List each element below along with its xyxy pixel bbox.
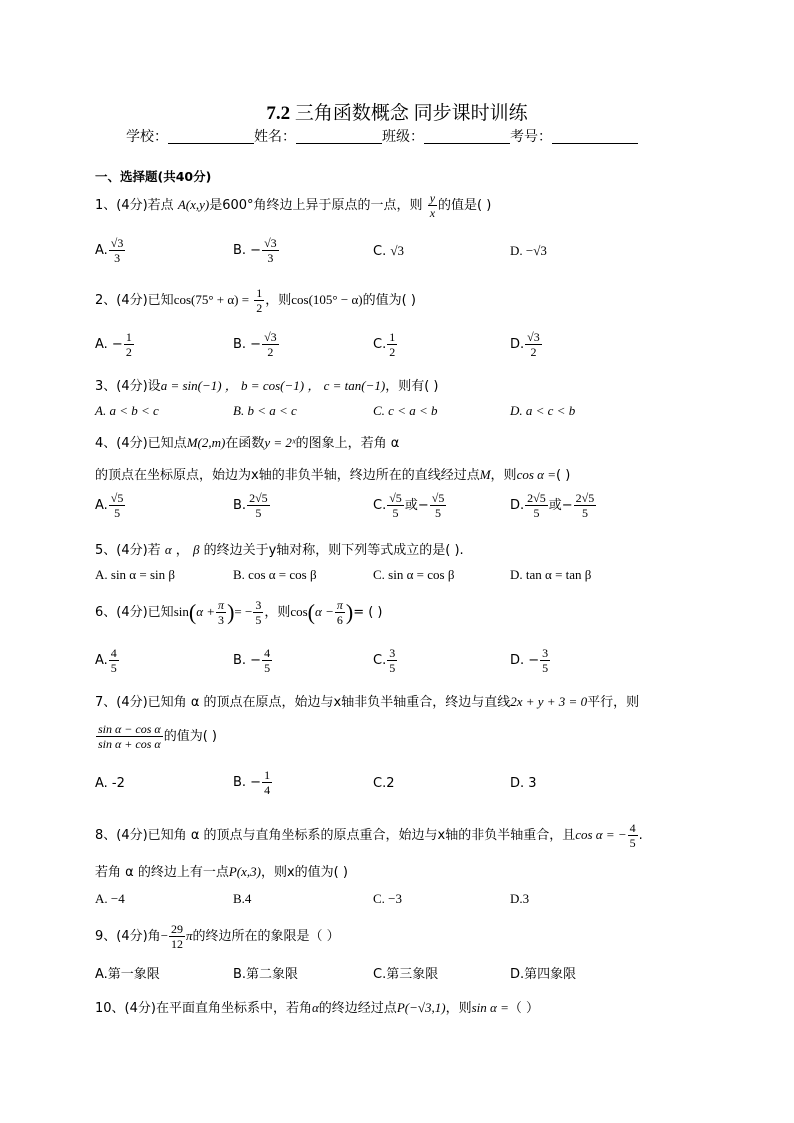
q1-point: A(x,y) — [177, 197, 210, 212]
q3-text: 3、(4分)设 — [95, 379, 161, 394]
q8-option-b[interactable]: B.4 — [233, 891, 252, 906]
q6-alpha-minus: α − — [315, 604, 334, 619]
class-blank[interactable] — [424, 129, 510, 144]
q3-post: ，则有( ) — [385, 379, 439, 394]
q4-point: M(2,m) — [186, 435, 226, 450]
q7-option-a[interactable]: A. -2 — [95, 776, 125, 791]
q8-line2a: 若角 α 的终边上有一点 — [95, 865, 229, 880]
q4-line2b: ，则 — [490, 468, 517, 483]
q3-option-a[interactable]: A. a < b < c — [95, 403, 159, 418]
question-3 — [95, 375, 438, 394]
q5-option-c[interactable]: C. sin α = cos β — [373, 567, 455, 582]
q10-expr: sin α = — [471, 1000, 509, 1015]
title-number: 7.2 — [266, 103, 291, 124]
q7-fraction: $\frac{\text{sin α − cos α}}{\text{sin α + cos α}}$ — [98, 722, 161, 751]
q8-cos: cos α = − — [575, 827, 627, 842]
question-8: 8、(4分)已知角 α 的顶点与直角坐标系的原点重合，始边与x轴的非负半轴重合，且cos α = − $\frac{4}{5}$ . — [95, 821, 643, 850]
q8-option-d[interactable]: D.3 — [510, 891, 530, 906]
q7-option-b[interactable]: B. − $\frac{1}{4}$ — [233, 768, 271, 797]
q6-mid: ，则 — [264, 605, 291, 620]
name-blank[interactable] — [296, 129, 382, 144]
q9-option-a[interactable]: A.第一象限 — [95, 967, 160, 982]
q8-option-a[interactable]: A. −4 — [95, 891, 125, 906]
q2-option-b[interactable]: B. − $\frac{√3}{2}$ — [233, 330, 277, 359]
q7-text: 7、(4分)已知角 α 的顶点在原点，始边与x轴非负半轴重合，终边与直线 — [95, 695, 511, 710]
q1-option-c[interactable]: C. √3 — [373, 243, 404, 259]
q6-alpha-plus: α + — [196, 604, 216, 619]
exam-no-label: 考号： — [510, 129, 552, 145]
q6-sin: sin — [173, 604, 189, 619]
q2-option-a[interactable]: A. − $\frac{1}{2}$ — [95, 330, 132, 359]
question-1 — [95, 191, 491, 220]
q1-option-b[interactable]: B. − $\frac{√3}{3}$ — [233, 236, 277, 265]
q5-alpha: α — [164, 542, 172, 557]
q4-mid: 在函数 — [225, 436, 265, 451]
q10-post: ，则 — [445, 1001, 472, 1016]
q4-option-c[interactable]: C. $\frac{√5}{5}$ 或− $\frac{√5}{5}$ — [373, 491, 445, 520]
q2-mid: ，则 — [265, 293, 292, 308]
q1-fraction: $\frac{y}{x}$ — [429, 191, 436, 220]
q6-post: = ( ) — [353, 605, 383, 620]
page-title — [0, 98, 794, 125]
q4-line2d: ( ) — [556, 468, 571, 483]
q9-option-b[interactable]: B.第二象限 — [233, 967, 299, 982]
question-10 — [95, 997, 539, 1016]
section-heading: 一、选择题(共40分) — [95, 169, 212, 184]
name-label: 姓名： — [254, 129, 296, 145]
question-5 — [95, 539, 464, 558]
q2-expr1: cos(75° + α) = — [173, 292, 250, 307]
q3-option-d[interactable]: D. a < c < b — [510, 403, 576, 418]
q4-option-a[interactable]: A. $\frac{√5}{5}$ — [95, 491, 124, 520]
q1-post: 的值是( ) — [438, 198, 492, 213]
q6-text: 6、(4分)已知 — [95, 605, 174, 620]
q9-neg: − — [160, 928, 169, 943]
q6-option-b[interactable]: B. − $\frac{4}{5}$ — [233, 646, 271, 675]
q8-dot: . — [638, 828, 643, 843]
q1-option-a[interactable]: A. $\frac{√3}{3}$ — [95, 236, 124, 265]
q5-comma: ， — [175, 543, 189, 558]
q8-option-c[interactable]: C. −3 — [373, 891, 403, 906]
q5-option-b[interactable]: B. cos α = cos β — [233, 567, 317, 582]
q7-option-c[interactable]: C.2 — [373, 776, 395, 791]
question-4 — [95, 432, 399, 451]
q4-post: 的图象上，若角 α — [295, 436, 400, 451]
question-4-line2 — [95, 464, 570, 483]
question-6: 6、(4分)已知sin(α + $\frac{\pi}{3}$ )= − $\frac{3}{5}$ ，则cos(α − $\frac{\pi}{6}$ )= ( ) — [95, 598, 383, 627]
q6-option-a[interactable]: A. $\frac{4}{5}$ — [95, 646, 117, 675]
q5-option-d[interactable]: D. tan α = tan β — [510, 567, 592, 582]
q7-line: 2x + y + 3 = 0 — [510, 694, 588, 709]
q4-line2m: M — [479, 467, 491, 482]
q7-option-d[interactable]: D. 3 — [510, 776, 537, 791]
q9-pi: π — [186, 928, 193, 943]
q6-option-d[interactable]: D. − $\frac{3}{5}$ — [510, 646, 549, 675]
q2-option-d[interactable]: D. $\frac{√3}{2}$ — [510, 330, 540, 359]
q4-text: 4、(4分)已知点 — [95, 436, 187, 451]
q6-eq: = − — [234, 604, 253, 619]
q10-tail: （ ） — [508, 1001, 540, 1016]
school-label: 学校： — [126, 129, 168, 145]
q9-post: 的终边所在的象限是（ ） — [192, 929, 340, 944]
q5-post: 的终边关于y轴对称，则下列等式成立的是( ). — [203, 543, 464, 558]
q1-text: 1、(4分)若点 — [95, 198, 174, 213]
question-9: 9、(4分)角− $\frac{29}{12}$ π的终边所在的象限是（ ） — [95, 922, 340, 951]
q4-line2c: cos α = — [516, 467, 556, 482]
question-7 — [95, 691, 639, 710]
title-text: 三角函数概念 同步课时训练 — [294, 103, 528, 124]
q5-beta: β — [192, 542, 200, 557]
q4-line2a: 的顶点在坐标原点，始边为x轴的非负半轴，终边所在的直线经过点 — [95, 468, 480, 483]
class-label: 班级： — [382, 129, 424, 145]
q3-option-c[interactable]: C. c < a < b — [373, 403, 438, 418]
question-2 — [95, 286, 416, 315]
q2-text: 2、(4分)已知 — [95, 293, 174, 308]
q6-option-c[interactable]: C. $\frac{3}{5}$ — [373, 646, 396, 675]
q9-option-d[interactable]: D.第四象限 — [510, 967, 577, 982]
question-7-line2 — [95, 722, 217, 751]
q7-post2: 的值为( ) — [163, 729, 217, 744]
school-blank[interactable] — [168, 129, 254, 144]
q8-line2b: ，则x的值为( ) — [260, 865, 348, 880]
q3-expr: a = sin(−1) ， b = cos(−1) ， c = tan(−1) — [160, 378, 386, 393]
q7-post: 平行，则 — [587, 695, 640, 710]
q10-mid: 的终边经过点 — [318, 1001, 397, 1016]
q8-point: P(x,3) — [228, 864, 261, 879]
student-info-row — [126, 126, 638, 146]
q3-option-b[interactable]: B. b < a < c — [233, 403, 297, 418]
q1-option-d[interactable]: D. −√3 — [510, 243, 547, 258]
q10-alpha: α — [311, 1000, 319, 1015]
q9-option-c[interactable]: C.第三象限 — [373, 967, 439, 982]
exam-no-blank[interactable] — [552, 129, 638, 144]
q9-text: 9、(4分)角 — [95, 929, 161, 944]
q6-cos: cos — [290, 604, 308, 619]
q8-text: 8、(4分)已知角 α 的顶点与直角坐标系的原点重合，始边与x轴的非负半轴重合，且 — [95, 828, 576, 843]
q2-expr2: cos(105° − α) — [291, 292, 363, 307]
q5-text: 5、(4分)若 — [95, 543, 161, 558]
q4-option-b[interactable]: B. $\frac{2√5}{5}$ — [233, 491, 268, 520]
question-8-line2 — [95, 861, 348, 880]
q2-post: 的值为( ) — [362, 293, 416, 308]
q1-mid: 是600°角终边上异于原点的一点，则 — [209, 198, 423, 213]
q4-option-d[interactable]: D. $\frac{2√5}{5}$ 或− $\frac{2√5}{5}$ — [510, 491, 595, 520]
q5-option-a[interactable]: A. sin α = sin β — [95, 567, 175, 582]
q2-option-c[interactable]: C. $\frac{1}{2}$ — [373, 330, 396, 359]
q10-point: P(−√3,1) — [396, 1000, 446, 1015]
q10-text: 10、(4分)在平面直角坐标系中，若角 — [95, 1001, 312, 1016]
q2-fraction: $\frac{1}{2}$ — [256, 286, 263, 315]
q4-func: y = 2ˣ — [264, 435, 296, 450]
